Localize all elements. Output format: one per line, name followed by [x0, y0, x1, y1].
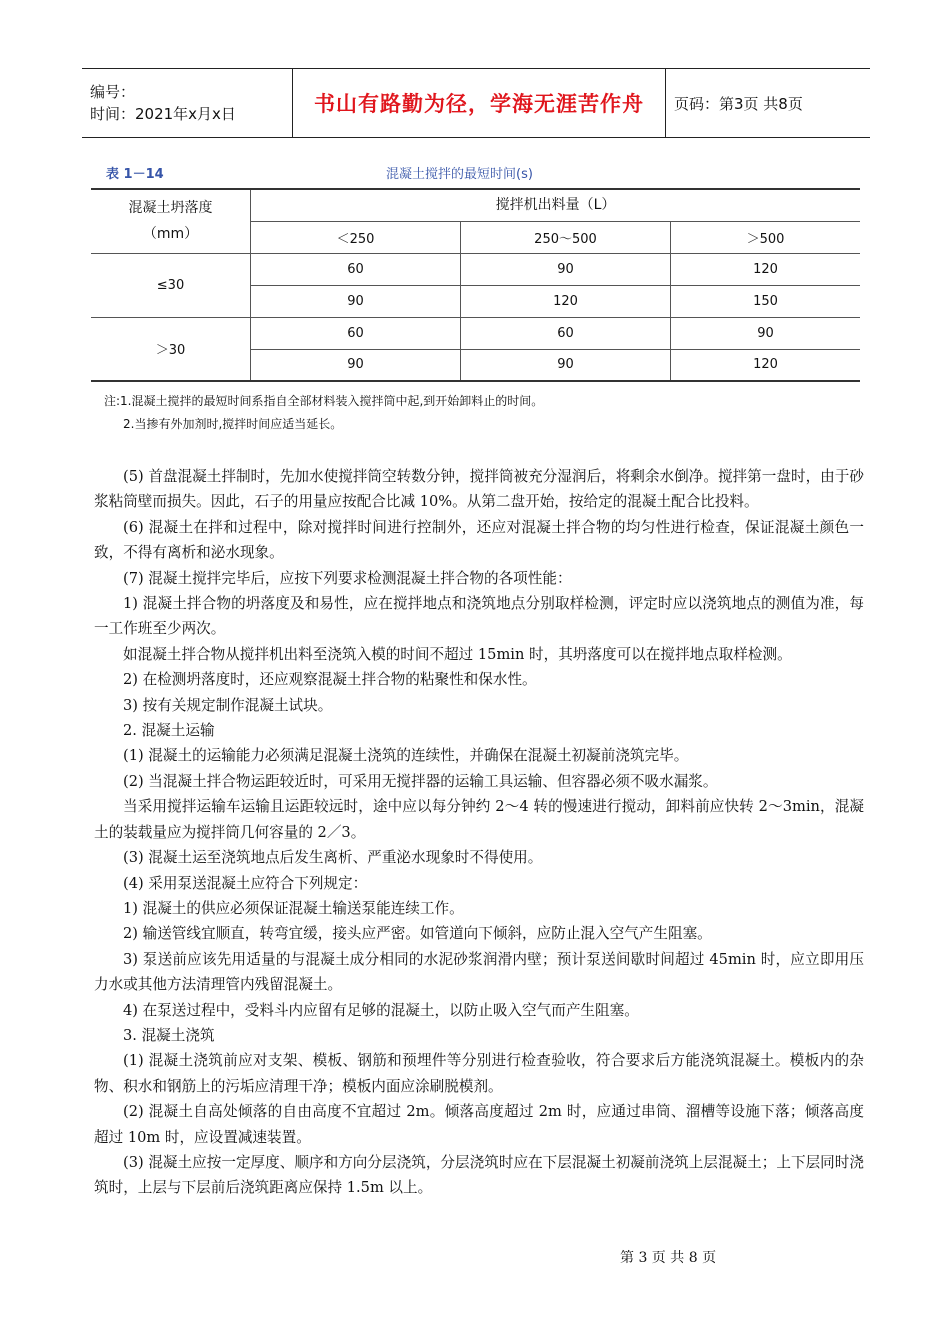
table-note: 2.当掺有外加剂时,搅拌时间应适当延长。 — [123, 417, 343, 431]
row-header-cell — [91, 189, 251, 253]
table-cell: 90 — [251, 349, 461, 381]
table-cell: 60 — [251, 317, 461, 349]
paragraph: 3) 按有关规定制作混凝土试块。 — [123, 696, 333, 714]
paragraph: 4) 在泵送过程中，受料斗内应留有足够的混凝土，以防止吸入空气而产生阻塞。 — [123, 1001, 639, 1019]
table-cell: 90 — [461, 349, 671, 381]
paragraph: 1) 混凝土拌合物的坍落度及和易性，应在搅拌地点和浇筑地点分别取样检测，评定时应以浇筑地点的测值为准，每一工作班至少两次。 — [94, 595, 864, 638]
paragraph: (2) 当混凝土拌合物运距较近时，可采用无搅拌器的运输工具运输、但容器必须不吸水漏浆。 — [123, 772, 718, 790]
paragraph: (3) 混凝土应按一定厚度、顺序和方向分层浇筑，分层浇筑时应在下层混凝土初凝前浇筑上层混凝土；上下层同时浇筑时，上层与下层前后浇筑距离应保持 1.5m 以上。 — [94, 1153, 864, 1197]
row-header-line1: 混凝土坍落度 — [128, 200, 213, 217]
col-group-header: 搅拌机出料量（L） — [251, 189, 861, 221]
section-heading: 2. 混凝土运输 — [123, 722, 215, 740]
table-cell: 120 — [671, 349, 861, 381]
paragraph: (1) 混凝土的运输能力必须满足混凝土浇筑的连续性，并确保在混凝土初凝前浇筑完毕。 — [123, 747, 689, 765]
header-motto: 书山有路勤为径，学海无涯苦作舟 — [293, 69, 666, 137]
table-cell: 90 — [461, 253, 671, 285]
paragraph: 2) 在检测坍落度时，还应观察混凝土拌合物的粘聚性和保水性。 — [123, 671, 537, 689]
page-header — [82, 68, 870, 138]
paragraph: (2) 混凝土自高处倾落的自由高度不宜超过 2m。倾落高度超过 2m 时，应通过串筒、溜槽等设施下落；倾落高度超过 10m 时，应设置减速装置。 — [94, 1103, 864, 1146]
table-cell: 60 — [461, 317, 671, 349]
table-title: 混凝土搅拌的最短时间(s) — [386, 167, 533, 182]
paragraph: 3) 泵送前应该先用适量的与混凝土成分相同的水泥砂浆润滑内壁；预计泵送间歇时间超过 45min 时，应立即用压力水或其他方法清理管内残留混凝土。 — [94, 950, 864, 994]
page-footer: 第 3 页 共 8 页 — [620, 1250, 717, 1266]
paragraph: (3) 混凝土运至浇筑地点后发生离析、严重泌水现象时不得使用。 — [123, 849, 543, 867]
serial-label: 编号： — [90, 83, 136, 101]
paragraph: 如混凝土拌合物从搅拌机出料至浇筑入模的时间不超过 15min 时，其坍落度可以在搅拌地点取样检测。 — [123, 645, 792, 663]
paragraph: (6) 混凝土在拌和过程中，除对搅拌时间进行控制外，还应对混凝土拌合物的均匀性进行检查，保证混凝土颜色一致，不得有离析和泌水现象。 — [94, 518, 864, 562]
table-cell: 150 — [671, 285, 861, 317]
group-label: ≤30 — [91, 253, 251, 317]
table-row — [91, 253, 860, 285]
paragraph: (4) 采用泵送混凝土应符合下列规定： — [123, 874, 368, 892]
table-cell: 120 — [671, 253, 861, 285]
col-header: ＜250 — [251, 221, 461, 253]
group-label: ＞30 — [91, 317, 251, 381]
section-heading: 3. 混凝土浇筑 — [123, 1026, 215, 1044]
col-header: ＞500 — [671, 221, 861, 253]
table-number: 表 1－14 — [106, 167, 164, 182]
table-row — [91, 317, 860, 349]
table-notes — [104, 390, 543, 436]
table-cell: 120 — [461, 285, 671, 317]
table-cell: 90 — [251, 285, 461, 317]
paragraph: (7) 混凝土搅拌完毕后，应按下列要求检测混凝土拌合物的各项性能： — [123, 569, 572, 587]
col-header: 250～500 — [461, 221, 671, 253]
table-note: 注:1.混凝土搅拌的最短时间系指自全部材料装入搅拌筒中起,到开始卸料止的时间。 — [104, 394, 544, 408]
header-meta — [82, 69, 293, 137]
paragraph: (1) 混凝土浇筑前应对支架、模板、钢筋和预埋件等分别进行检查验收，符合要求后方能浇筑混凝土。模板内的杂物、积水和钢筋上的污垢应清理干净；模板内面应涂刷脱模剂。 — [94, 1052, 864, 1095]
table-cell: 90 — [671, 317, 861, 349]
paragraph: 1) 混凝土的供应必须保证混凝土输送泵能连续工作。 — [123, 899, 464, 917]
table-cell: 60 — [251, 253, 461, 285]
paragraph: 当采用搅拌运输车运输且运距较远时，途中应以每分钟约 2～4 转的慢速进行搅动，卸料前应快转 2～3min，混凝土的装载量应为搅拌筒几何容量的 2／3。 — [94, 798, 864, 841]
body-text — [94, 464, 864, 1201]
mixing-time-table — [91, 188, 860, 382]
paragraph: 2) 输送管线宜顺直，转弯宜缓，接头应严密。如管道向下倾斜，应防止混入空气产生阻塞。 — [123, 925, 712, 943]
header-page-info: 页码：第3页 共8页 — [674, 94, 803, 113]
row-header-line2: （mm） — [142, 226, 199, 243]
paragraph: (5) 首盘混凝土拌制时，先加水使搅拌筒空转数分钟，搅拌筒被充分湿润后，将剩余水倒净。搅拌第一盘时，由于砂浆粘筒壁而损失。因此，石子的用量应按配合比减 10%。从第二盘开始，按给定的混凝土配合比投料。 — [94, 468, 864, 511]
time-label: 时间：2021年x月x日 — [90, 105, 236, 123]
